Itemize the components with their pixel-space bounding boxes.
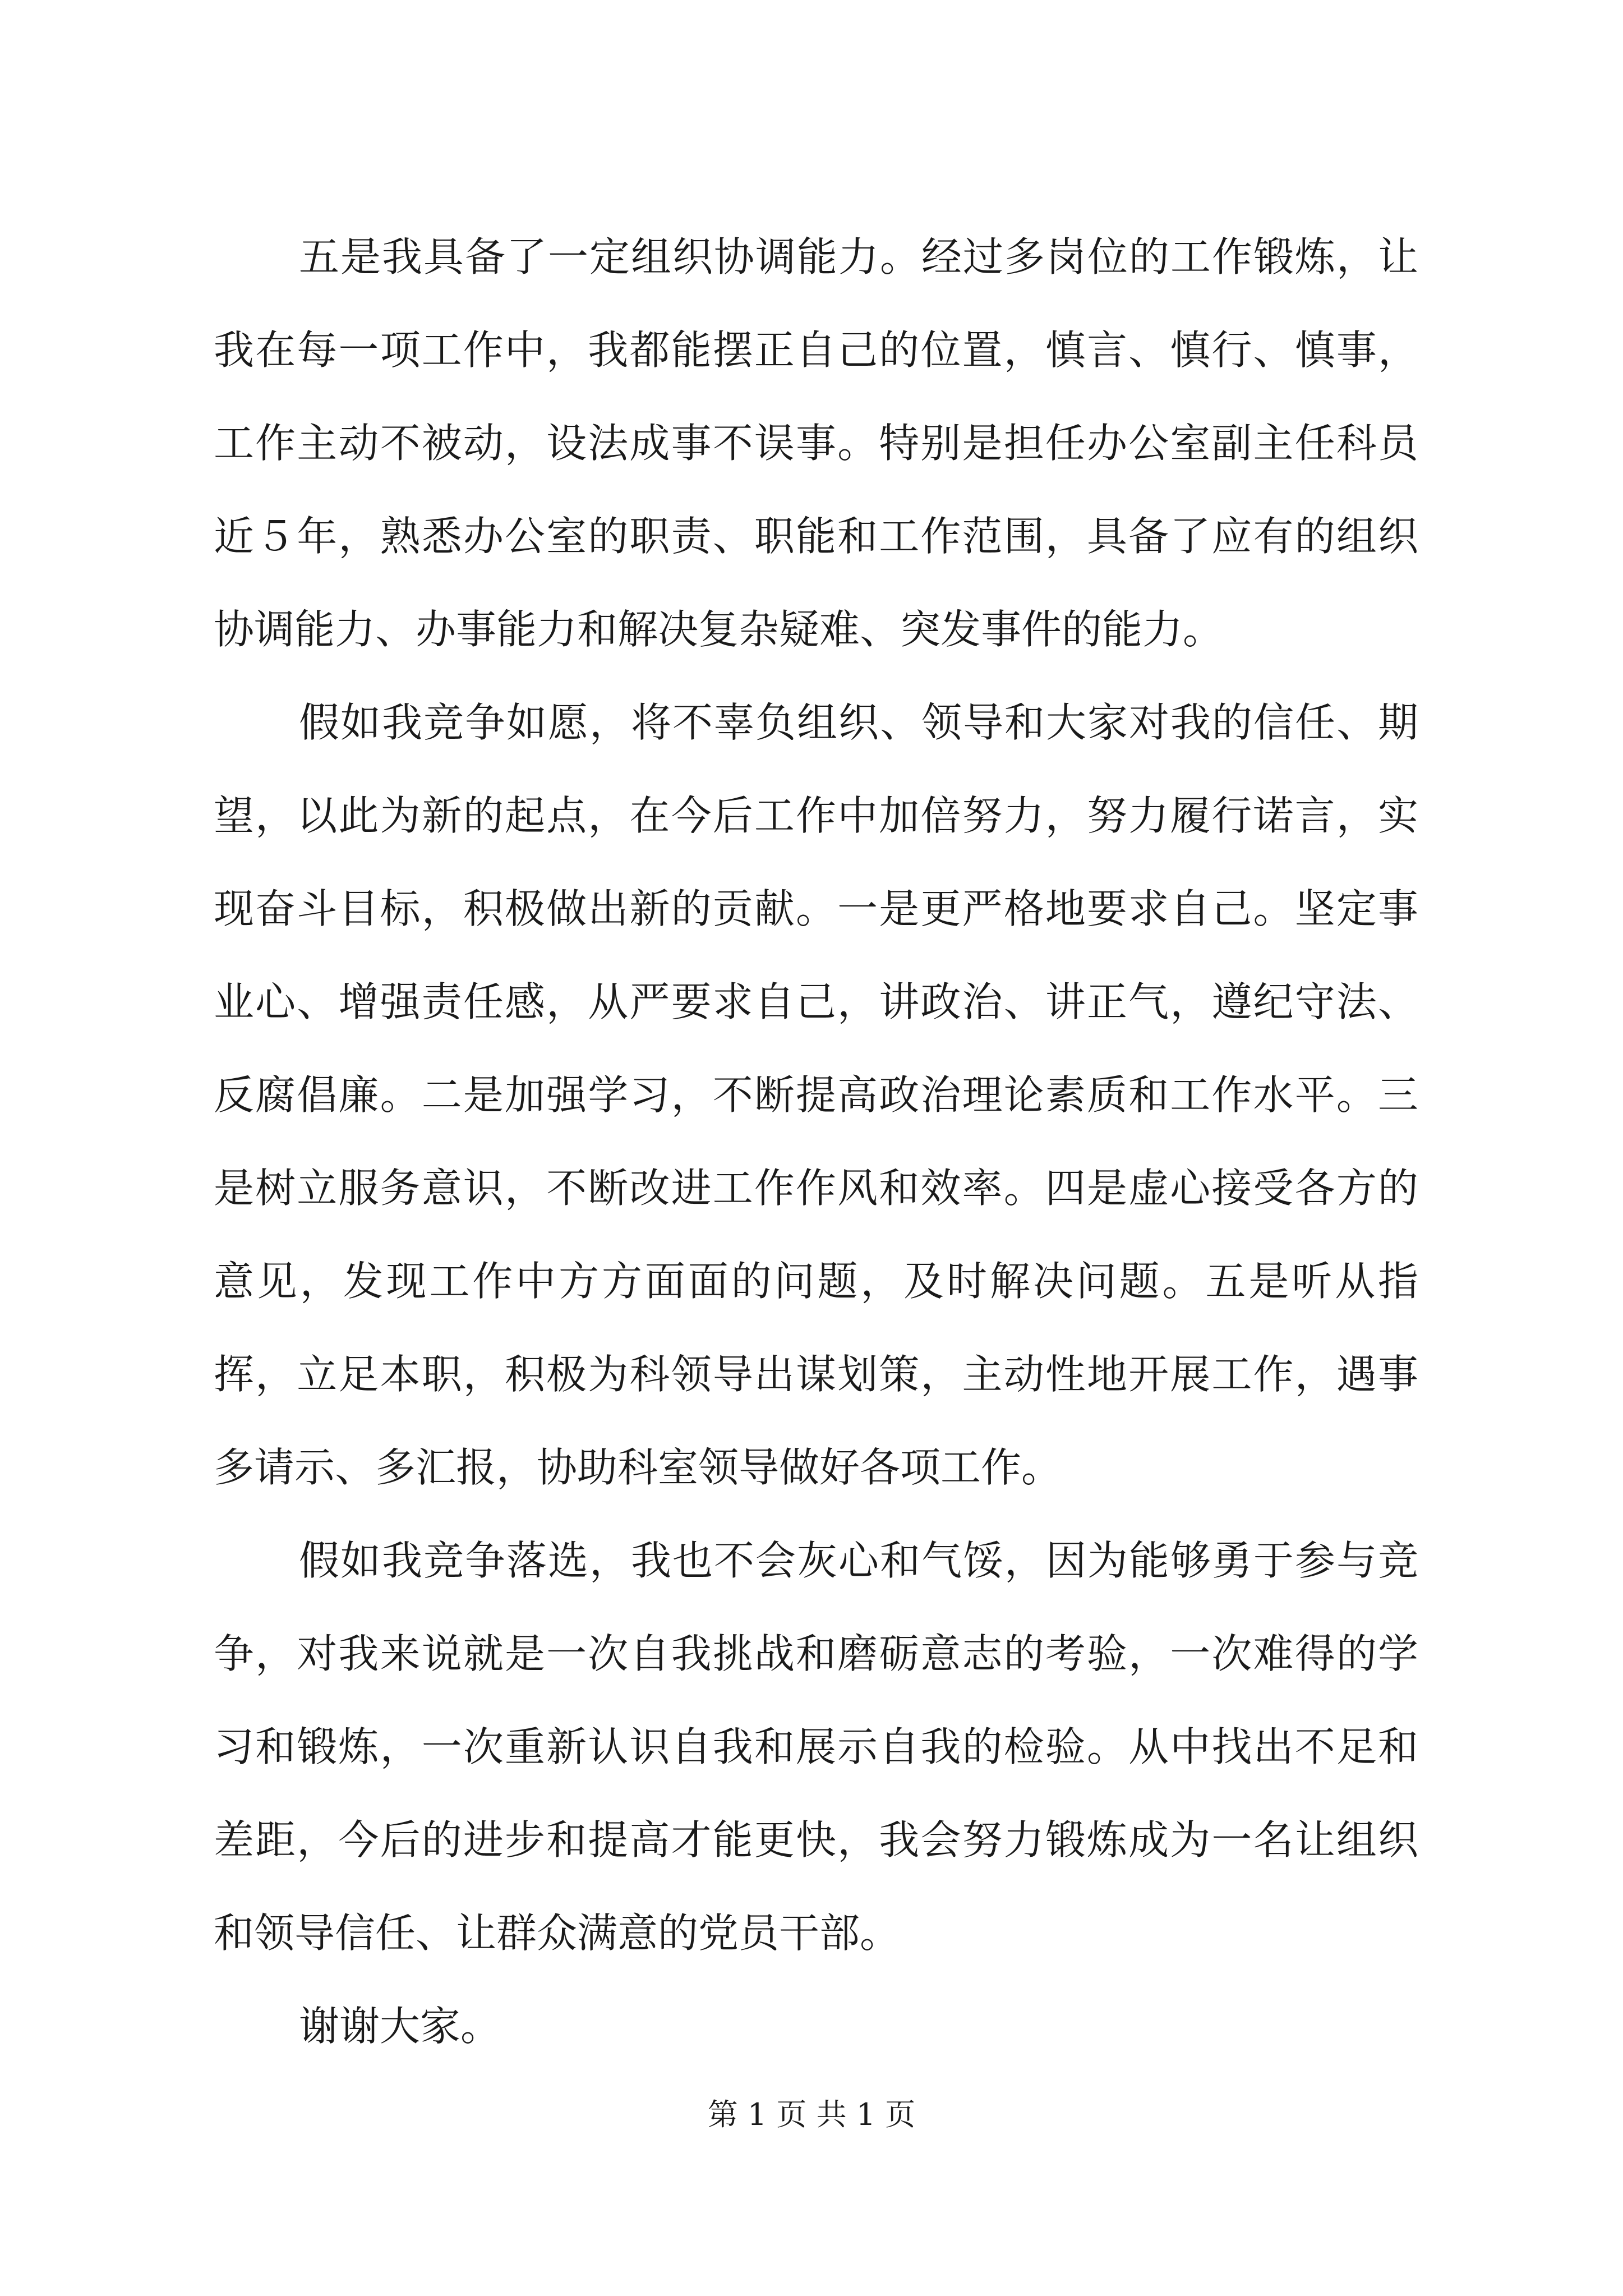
paragraph-if-unsuccessful: 假如我竞争落选，我也不会灰心和气馁，因为能够勇于参与竞争，对我来说就是一次自我挑战和磨砺意志的考验，一次难得的学习和锻炼，一次重新认识自我和展示自我的检验。从中找出不足和差距，今后的进步和提高才能更快，我会努力锻炼成为一名让组织和领导信任、让群众满意的党员干部。 (214, 1537, 1418, 1957)
page-number-footer: 第 1 页 共 1 页 (707, 2097, 916, 2132)
paragraph-thanks: 谢谢大家。 (299, 2003, 501, 2050)
paragraph-if-successful: 假如我竞争如愿，将不辜负组织、领导和大家对我的信任、期望，以此为新的起点，在今后工作中加倍努力，努力履行诺言，实现奋斗目标，积极做出新的贡献。一是更严格地要求自己。坚定事业心、增强责任感，从严要求自己，讲政治、讲正气，遵纪守法、反腐倡廉。二是加强学习，不断提高政治理论素质和工作水平。三是树立服务意识，不断改进工作作风和效率。四是虚心接受各方的意见，发现工作中方方面面的问题，及时解决问题。五是听从指挥，立足本职，积极为科领导出谋划策，主动性地开展工作，遇事多请示、多汇报，协助科室领导做好各项工作。 (214, 699, 1418, 1491)
document-body (214, 210, 1418, 2073)
paragraph-organization-ability: 五是我具备了一定组织协调能力。经过多岗位的工作锻炼，让我在每一项工作中，我都能摆正自己的位置，慎言、慎行、慎事，工作主动不被动，设法成事不误事。特别是担任办公室副主任科员近５年，熟悉办公室的职责、职能和工作范围，具备了应有的组织协调能力、办事能力和解决复杂疑难、突发事件的能力。 (214, 233, 1418, 653)
